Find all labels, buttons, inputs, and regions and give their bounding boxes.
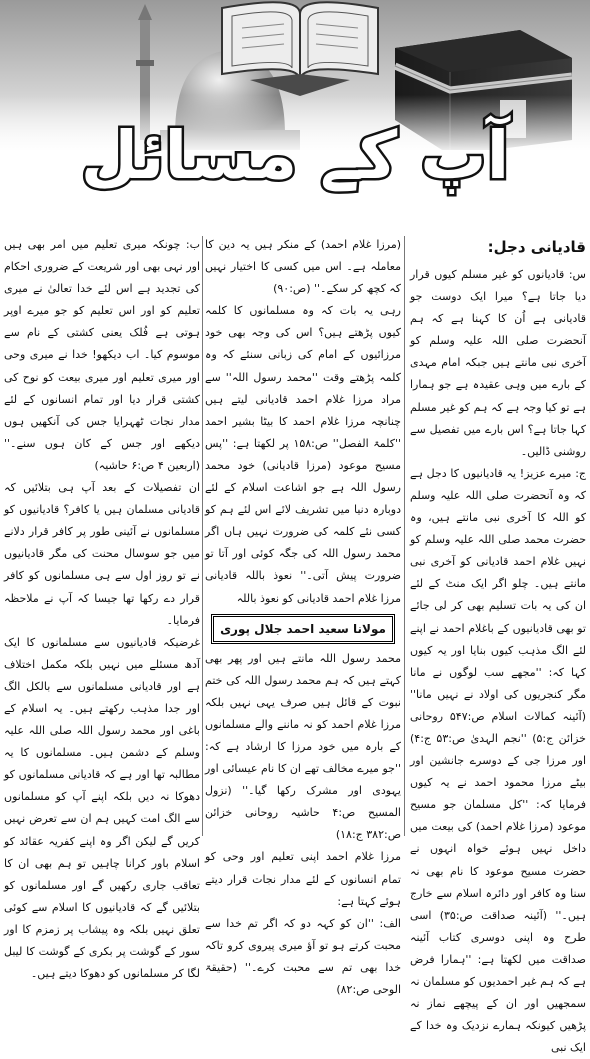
article-paragraph: (مرزا غلام احمد) کے منکر ہیں یہ دین کا معاملہ ہے۔ اس میں کسی کا اختیار نہیں کہ کچھ کر سکے۔'' (ص:۹۰) xyxy=(205,238,401,296)
author-byline: مولانا سعید احمد جلال پوری xyxy=(211,614,395,644)
section-heading: قادیانی دجل: xyxy=(487,238,586,256)
article-paragraph: ب: چونکہ میری تعلیم میں امر بھی ہیں اور نہی بھی اور شریعت کے ضروری احکام کی تجدید ہے اس لئے خدا تعالیٰ نے میری تعلیم کو اور اس تعلیم کو جو میرے اوپر ہوتی ہے فُلک یعنی کشتی کے نام سے موسوم کیا۔ اب دیکھو! خدا نے میری وحی اور میری تعلیم اور میری بیعت کو نوح کی کشتی قرار دیا اور تمام انسانوں کے لئے مدار نجات ٹھہرایا جس کی آنکھیں ہوں دیکھے اور جس کے کان ہوں سنے۔'' (اربعین ۴ ص:۶ حاشیہ) xyxy=(4,238,200,472)
column-divider-right xyxy=(404,236,405,836)
page-title: آپ کے مسائل xyxy=(80,117,510,194)
article-paragraph: محمد رسول اللہ مانتے ہیں اور پھر بھی کہتے ہیں کہ ہم محمد رسول اللہ کی ختم نبوت کے قائل ہیں صرف یہی نہیں بلکہ مرزا غلام احمد کو نہ ماننے والے مسلمانوں کے بارہ میں خود مرزا کا ارشاد ہے کہ: ''جو میرے مخالف تھے ان کا نام عیسائی اور یہودی اور مشرک رکھا گیا۔'' (نزول المسیح ص:۴ حاشیہ روحانی خزائن ص:۳۸۲ ج:۱۸) xyxy=(205,651,401,842)
article-paragraph: الف: ''ان کو کہہ دو کہ اگر تم خدا سے محبت کرتے ہو تو آؤ میری پیروی کرو تاکہ خدا بھی تم سے محبت کرے۔'' (حقیقۃ الوحی ص:۸۲) xyxy=(205,916,401,996)
column-left xyxy=(4,234,200,981)
question-paragraph: س: قادیانوں کو غیر مسلم کیوں قرار دیا جاتا ہے؟ میرا ایک دوست جو قادیانی ہے اُن کا کہنا ہے کہ ہم آنحضرت صلی اللہ علیہ وسلم کو آخری نبی مانتے ہیں جبکہ امام مہدی کے بارے میں وہی عقیدہ ہے جو ہمارا ہے تو کیا وجہ ہے کہ ہم کو غیر مسلم کہا جاتا ہے؟ اس بارے میں تفصیل سے روشنی ڈالیں۔ xyxy=(410,268,586,458)
column-right xyxy=(410,234,586,1055)
answer-paragraph: ج: میرے عزیز! یہ قادیانیوں کا دجل ہے کہ وہ آنحضرت صلی اللہ علیہ وسلم کو اللہ کا آخری نبی مانتے ہیں، وہ حضرت محمد صلی اللہ علیہ وسلم کو نہیں غلام احمد قادیانی کو آخری نبی مانتے ہیں۔ چلو اگر ایک منٹ کے لئے ان کی یہ بات تسلیم بھی کر لی جائے تو بھی قادیانیوں کے باغلام احمد نے اپنے لئے الگ مذہب کیوں بنایا اور یہ کیوں کہا کہ: ''مجھے سب لوگوں نے مانا مگر کنجریوں کی اولاد نے نہیں مانا'' (آئینہ کمالات اسلام ص:۵۴۷ روحانی خزائن ج:۵) ''نجم الہدیٰ ص:۵۳ ج:۴) اور مرزا جی کے دوسرے جانشین اور بیٹے مرزا محمود احمد نے یہ کیوں فرمایا کہ: ''کل مسلمان جو مسیح موعود (مرزا غلام احمد) کی بیعت میں داخل نہیں ہوئے خواہ انہوں نے حضرت مسیح موعود کا نام بھی نہ سنا وہ کافر اور دائرہ اسلام سے خارج ہیں۔'' (آئینہ صداقت ص:۳۵) اسی طرح وہ اپنی دوسری کتاب آئینہ صداقت میں لکھتا ہے: ''ہمارا فرض ہے کہ ہم غیر احمدیوں کو مسلمان نہ سمجھیں اور ان کے پیچھے نماز نہ پڑھیں کیونکہ ہمارے نزدیک وہ خدا کے ایک نبی xyxy=(410,466,586,1055)
article-paragraph: مرزا غلام احمد اپنی تعلیم اور وحی کو تمام انسانوں کے لئے مدار نجات قرار دیتے ہوئے کہتا ہے: xyxy=(205,850,401,908)
article-paragraph: رہی یہ بات کہ وہ مسلمانوں کا کلمہ کیوں پڑھتے ہیں؟ اس کی وجہ بھی خود مرزائیوں کے امام کی زبانی سنئے کہ وہ کلمہ پڑھتے وقت ''محمد رسول اللہ'' سے مراد مرزا غلام احمد قادیانی لیتے ہیں چنانچہ مرزا غلام احمد کا بیٹا بشیر احمد ''کلمۃ الفصل'' ص:۱۵۸ پر لکھتا ہے: ''پس مسیح موعود (مرزا قادیانی) خود محمد رسول اللہ ہے جو اشاعت اسلام کے لئے دوبارہ دنیا میں تشریف لائے اس لئے ہم کو کسی نئے کلمہ کی ضرورت نہیں ہاں اگر محمد رسول اللہ کی جگہ کوئی اور آتا تو ضرورت پیش آتی۔'' نعوذ باللہ قادیانی مرزا غلام احمد قادیانی کو نعوذ باللہ xyxy=(205,304,401,605)
column-middle xyxy=(205,234,401,996)
article-paragraph: ان تفصیلات کے بعد آپ ہی بتلائیں کہ قادیانی مسلمان ہیں یا کافر؟ قادیانیوں کو مسلمانوں نے آئینی طور پر کافر قرار دلانے میں جو سوسال محنت کی مگر قادیانیوں نے تو روز اول سے ہی مسلمانوں کو کافر قرار دے رکھا تھا جیسا کہ آپ نے ملاحظہ فرمایا۔ xyxy=(4,481,200,627)
header-banner xyxy=(0,0,590,212)
header-artwork xyxy=(0,0,590,212)
column-divider-left xyxy=(202,236,203,836)
article-paragraph: غرضیکہ قادیانیوں سے مسلمانوں کا ایک آدھ مسئلے میں نہیں بلکہ مکمل اختلاف ہے اور قادیانی مسلمانوں سے بالکل الگ اور جدا مذہب رکھتے ہیں۔ یہ اسلام کے باغی اور محمد رسول اللہ صلی اللہ علیہ وسلم کے دشمن ہیں۔ مسلمانوں کا یہ مطالبہ تھا اور ہے کہ قادیانی مسلمانوں کو دھوکا نہ دیں بلکہ اپنے آپ کو مسلمانوں سے الگ امت کہیں ہم ان سے تعرض نہیں کریں گے لیکن اگر وہ اپنے کفریہ عقائد کو اسلام باور کرانا چاہیں تو ہم بھی ان کا تعاقب جاری رکھیں گے اور مسلمانوں کو بتلائیں گے کہ قادیانیوں کا اسلام سے کوئی تعلق نہیں بلکہ وہ پیشاب پر زمزم کا اور سور کے گوشت پر بکری کے گوشت کا لیبل لگا کر مسلمانوں کو دھوکا دیتے ہیں۔ xyxy=(4,635,200,981)
